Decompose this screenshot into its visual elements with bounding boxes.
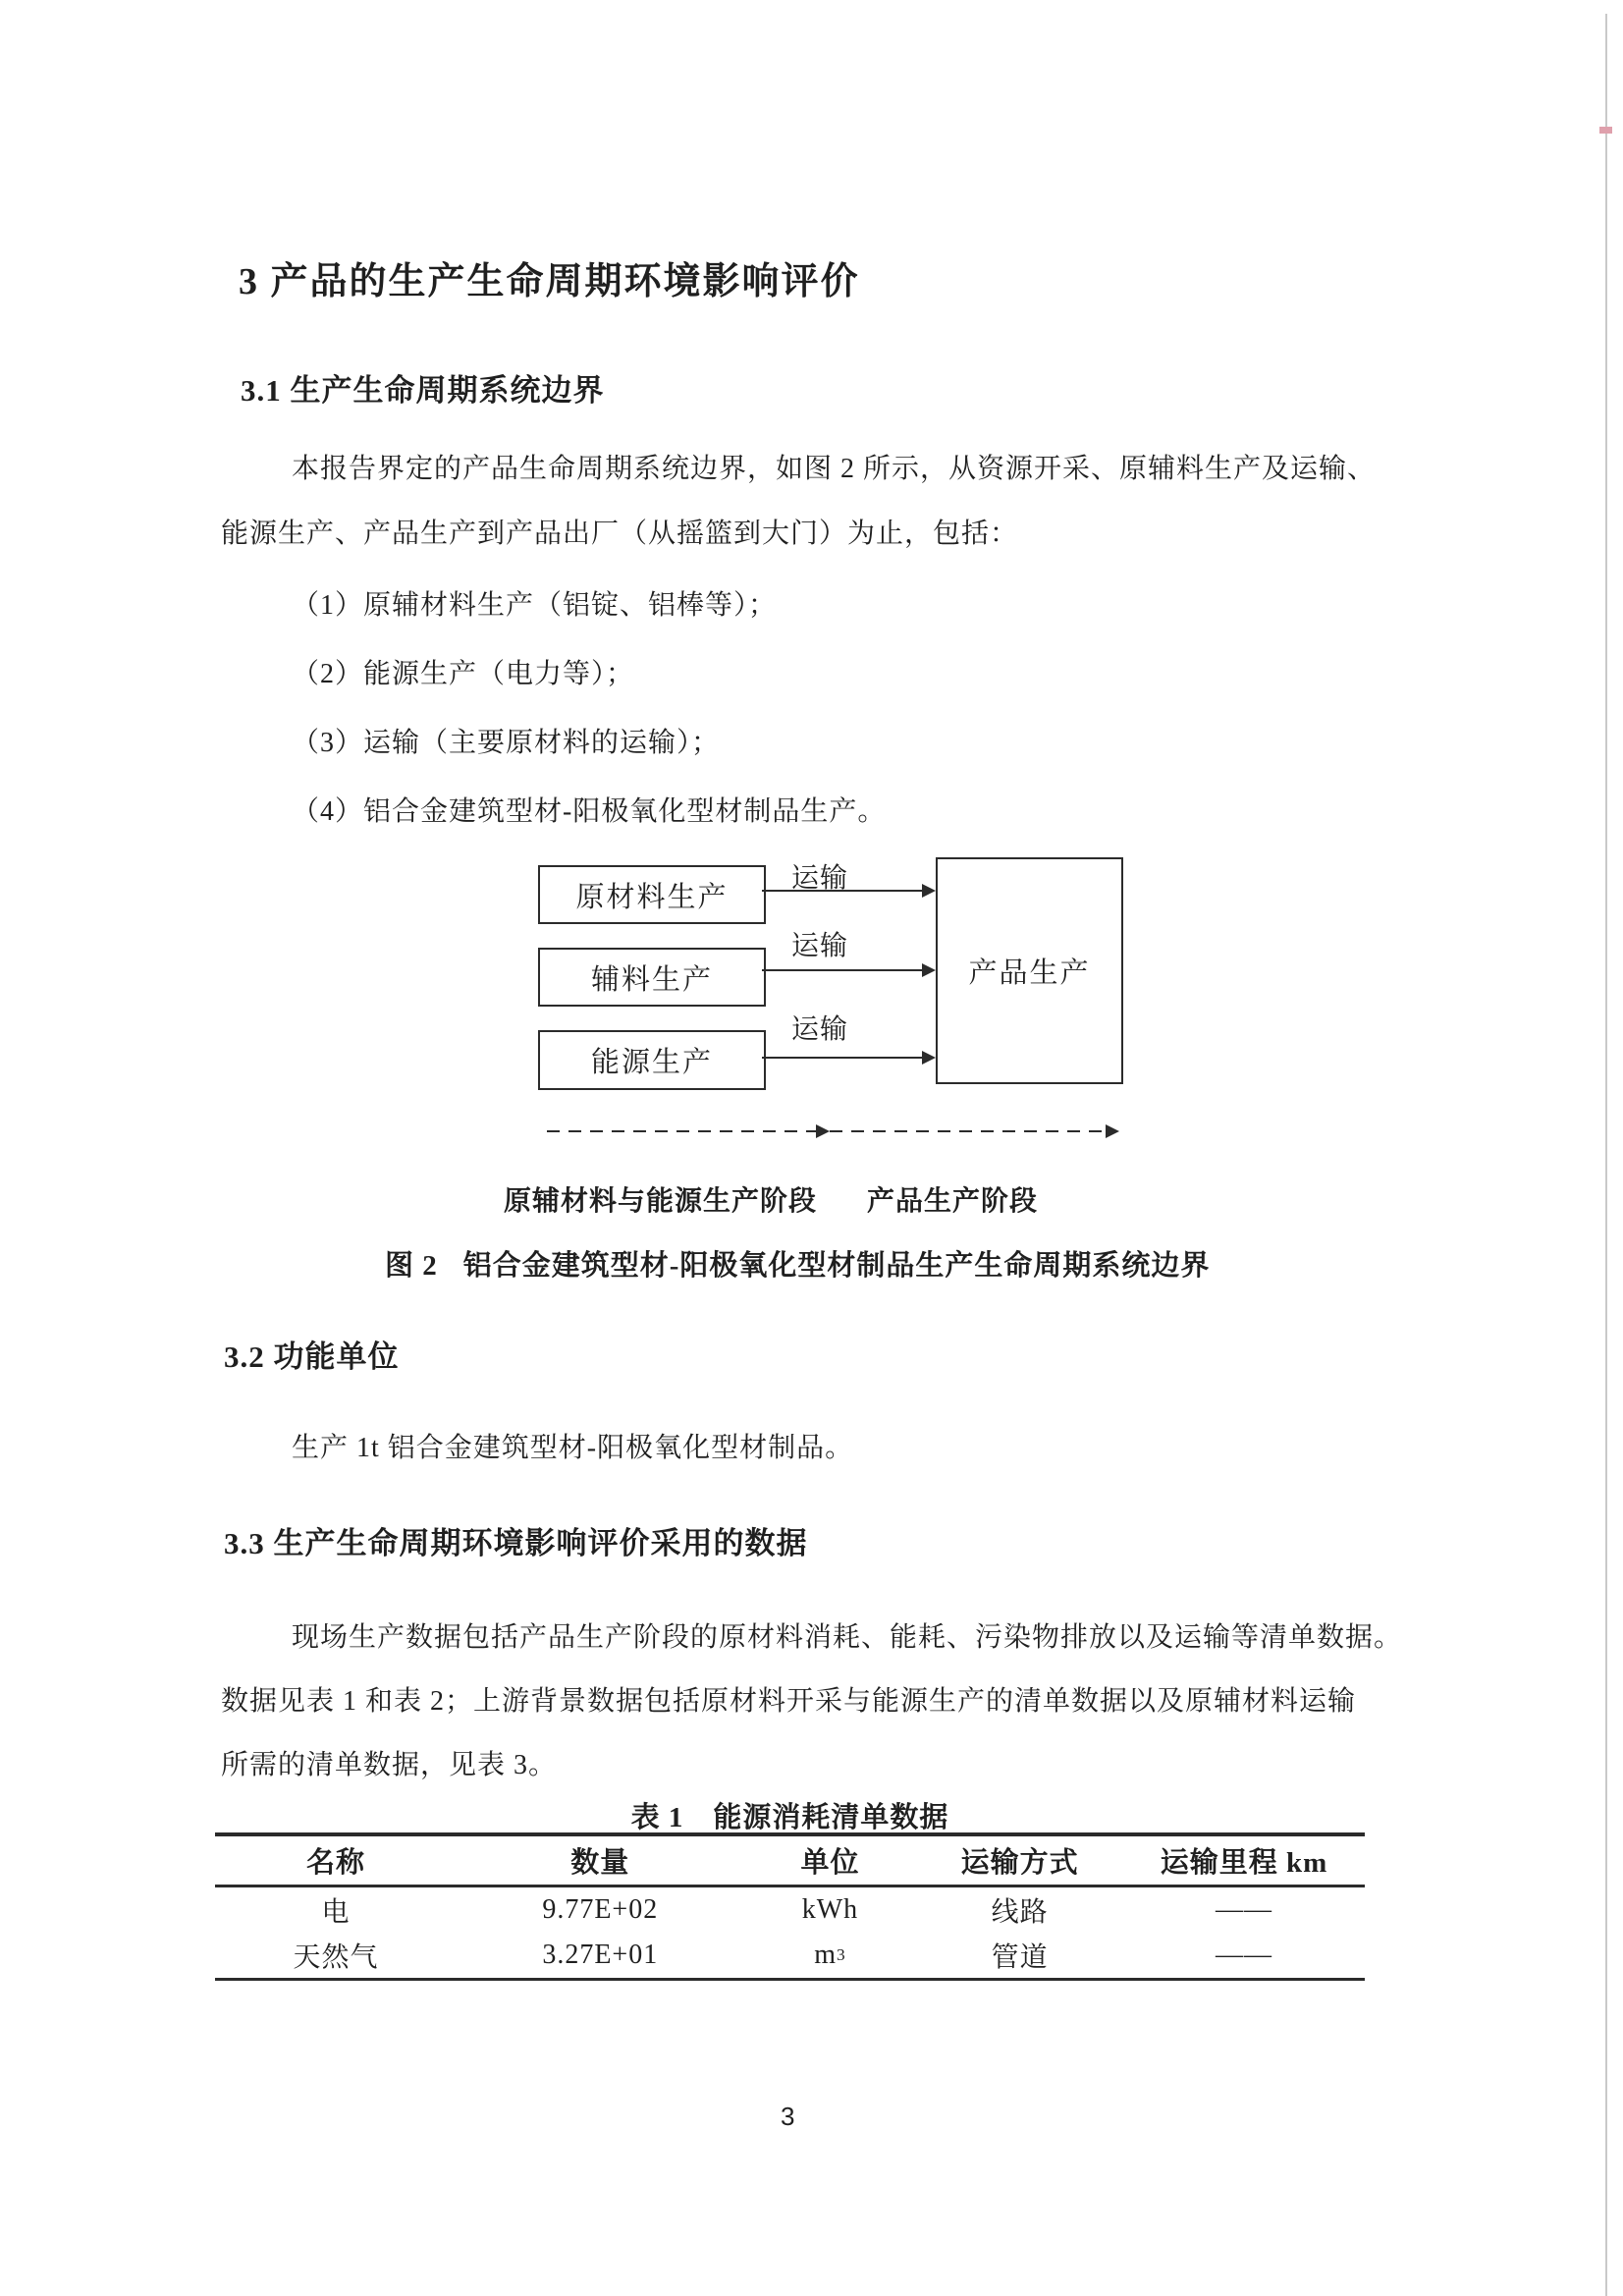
- paragraph-line: 生产 1t 铝合金建筑型材-阳极氧化型材制品。: [292, 1433, 854, 1463]
- table-cell-quantity: 3.27E+01: [542, 1940, 659, 1970]
- table-cell-name: 电: [321, 1897, 351, 1928]
- figure-box-product: [936, 857, 1123, 1084]
- table-cell-quantity: 9.77E+02: [542, 1894, 659, 1925]
- figure-box-energy: [538, 1030, 766, 1090]
- figure-caption: [385, 1243, 1210, 1284]
- transport-label-2: 运输: [791, 931, 849, 961]
- stage-label-left: 原辅材料与能源生产阶段: [504, 1186, 818, 1217]
- table-header-distance: 运输里程 km: [1123, 1836, 1365, 1887]
- table-cell-unit: [744, 1887, 917, 1933]
- table-title: 表 1 能源消耗清单数据: [630, 1802, 949, 1833]
- figure-box-raw-material-label: 原材料生产: [575, 881, 729, 913]
- table-header-unit: 单位: [744, 1836, 917, 1887]
- figure-box-raw-material: [538, 865, 766, 924]
- figure-caption-number: 图 2: [385, 1250, 438, 1282]
- arrow-head-icon: [922, 963, 936, 977]
- list-item-1: （1）原辅材料生产（铝锭、铝棒等）；: [292, 590, 778, 621]
- figure-box-auxiliary-label: 辅料生产: [590, 963, 713, 996]
- stage-axis-dashed-left: [547, 1130, 816, 1132]
- stage-axis-mid-arrow-icon: [816, 1124, 830, 1138]
- scan-edge-line: [1605, 14, 1607, 2296]
- table-cell-distance: ——: [1216, 1940, 1273, 1970]
- stage-label-right: 产品生产阶段: [867, 1186, 1039, 1217]
- scan-red-mark: [1599, 127, 1612, 134]
- unit-base: kWh: [801, 1894, 859, 1925]
- table-cell-name: 天然气: [293, 1942, 379, 1973]
- table-cell-unit: m 3: [814, 1940, 846, 1970]
- table-header-name: 名称: [215, 1836, 457, 1887]
- table-cell-transport-mode: 管道: [991, 1942, 1049, 1973]
- list-item-2: （2）能源生产（电力等）；: [292, 659, 635, 689]
- page-number: 3: [781, 2102, 795, 2131]
- paragraph-line: 现场生产数据包括产品生产阶段的原材料消耗、能耗、污染物排放以及运输等清单数据。: [292, 1622, 1403, 1653]
- transport-label-1: 运输: [791, 863, 849, 894]
- stage-axis-end-arrow-icon: [1106, 1124, 1119, 1138]
- subsection-3-3-title: 3.3 生产生命周期环境影响评价采用的数据: [224, 1526, 808, 1560]
- paragraph-line: 数据见表 1 和表 2；上游背景数据包括原材料开采与能源生产的清单数据以及原辅材料运输: [221, 1686, 1357, 1717]
- table-header-transport-mode: 运输方式: [916, 1836, 1123, 1887]
- arrow-raw-to-product: [762, 890, 924, 892]
- arrow-aux-to-product: [762, 969, 924, 971]
- paragraph-line: 所需的清单数据，见表 3。: [221, 1750, 558, 1780]
- arrow-head-icon: [922, 884, 936, 898]
- stage-axis-dashed-right: [830, 1130, 1106, 1132]
- figure-box-auxiliary: [538, 948, 766, 1007]
- list-item-4: （4）铝合金建筑型材-阳极氧化型材制品生产。: [292, 796, 887, 827]
- section-heading: 3 产品的生产生命周期环境影响评价: [239, 261, 860, 302]
- transport-label-3: 运输: [791, 1014, 849, 1045]
- unit-base: m: [814, 1940, 838, 1970]
- figure-box-product-label: 产品生产: [968, 957, 1091, 989]
- subsection-3-2-title: 3.2 功能单位: [224, 1339, 400, 1374]
- arrow-head-icon: [922, 1051, 936, 1065]
- paragraph-line: 能源生产、产品生产到产品出厂（从摇篮到大门）为止，包括：: [221, 519, 1019, 549]
- figure-box-energy-label: 能源生产: [590, 1047, 713, 1078]
- table-cell-distance: ——: [1216, 1894, 1273, 1925]
- figure-caption-text: 铝合金建筑型材-阳极氧化型材制品生产生命周期系统边界: [462, 1250, 1211, 1282]
- table-header-quantity: 数量: [457, 1836, 744, 1887]
- subsection-3-1-title: 3.1 生产生命周期系统边界: [241, 373, 605, 408]
- list-item-3: （3）运输（主要原材料的运输）；: [292, 728, 721, 758]
- paragraph-line: 本报告界定的产品生命周期系统边界，如图 2 所示，从资源开采、原辅料生产及运输、: [292, 454, 1377, 484]
- arrow-energy-to-product: [762, 1057, 924, 1059]
- table-cell-transport-mode: 线路: [991, 1897, 1049, 1928]
- energy-consumption-table: [215, 1832, 1365, 1981]
